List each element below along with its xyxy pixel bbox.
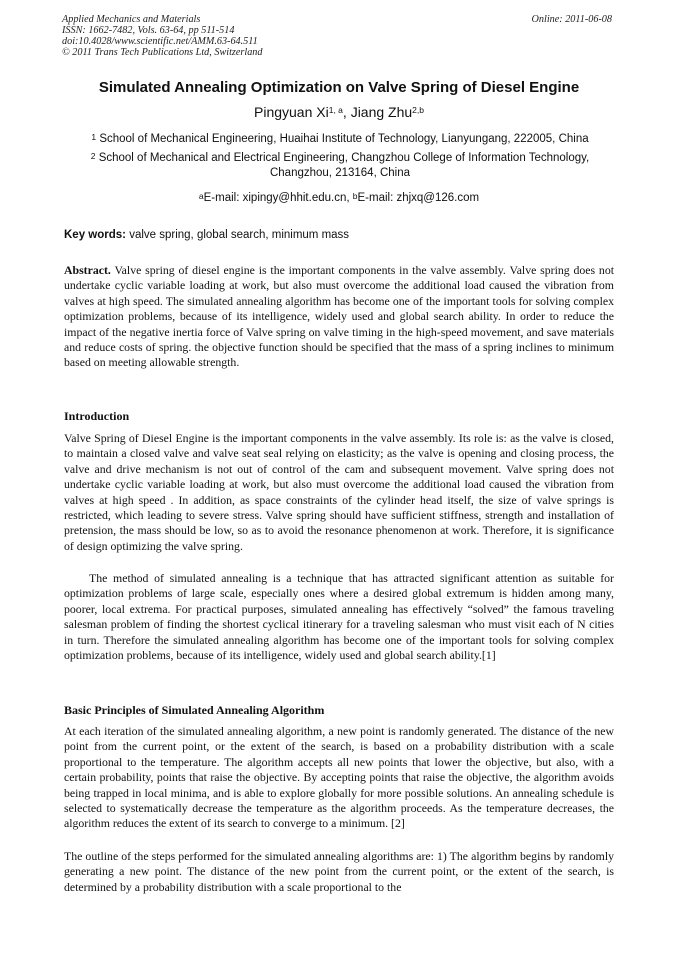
introduction-paragraph-2: The method of simulated annealing is a technique that has attracted significant attention as suitable for optimization problems of large scale, especially ones where a desired global extremum is hidden among many, poorer, local extrema. For practical purposes, simulated annealing has effectively “solved” the famous traveling salesman problem of finding the shortest cyclical itinerary for a traveling salesman who must visit each of N cities in turn. Therefore the simulated annealing algorithm has become one of the important tools for solving complex optimization problems, because of its intelligence, widely used and global search ability.[1] — [64, 571, 614, 663]
affiliation-2-num: 2 — [90, 151, 96, 161]
keywords-text: valve spring, global search, minimum mass — [126, 229, 350, 241]
issn-line: ISSN: 1662-7482, Vols. 63-64, pp 511-514 — [62, 25, 235, 36]
basic-principles-paragraph-2: The outline of the steps performed for the simulated annealing algorithms are: 1) The algorithm begins by randomly generating a new point. The distance of the new point from the current point, or the extent of the search, is determined by a probability distribution with a scale proportional to the — [64, 849, 614, 894]
keywords-label: Key words: — [64, 229, 126, 241]
email-a-sup: a — [198, 191, 204, 201]
affiliation-2-text: School of Mechanical and Electrical Engineering, Changzhou College of Information Technology, Changzhou, 213164, China — [98, 152, 590, 179]
introduction-paragraph-1: Valve Spring of Diesel Engine is the important components in the valve assembly. Its role is: as the valve is closed, to maintain a closed valve and valve seat seal relying on elasticity; as the valve is opening and closing process, the valve and drive mechanism is not out of control of the cam and subsequent movement. Valve spring does not undertake cyclic variable loading at work, but also must overcome the additional load caused the vibration from valves at high speed . In addition, as space constraints of the cylinder head itself, the size of valve springs is restricted, which leading to severe stress. Valve spring should have sufficient stiffness, strength and installation of pretension, the mass should be low, so as to avoid the resonance phenomenon at work. Therefore, it is significance of design optimizing the valve spring. — [64, 431, 614, 553]
copyright-line: © 2011 Trans Tech Publications Ltd, Switzerland — [62, 47, 263, 58]
abstract-label: Abstract. — [64, 263, 111, 277]
journal-name: Applied Mechanics and Materials — [62, 14, 201, 25]
email-b-sup: b — [352, 191, 358, 201]
online-date: Online: 2011-06-08 — [531, 14, 612, 25]
journal-header — [62, 14, 262, 58]
email-line — [0, 191, 678, 205]
author-1: Pingyuan Xi — [254, 104, 329, 120]
affiliation-1-text: School of Mechanical Engineering, Huaihai Institute of Technology, Lianyungang, 222005, China — [99, 133, 589, 145]
paper-title: Simulated Annealing Optimization on Valve Spring of Diesel Engine — [98, 79, 580, 96]
author-2: Jiang Zhu — [350, 104, 413, 120]
affiliation-1-num: 1 — [91, 132, 97, 142]
introduction-heading: Introduction — [64, 409, 130, 423]
author-2-sup: 2,b — [412, 105, 424, 115]
doi-line: doi:10.4028/www.scientific.net/AMM.63-64.511 — [62, 36, 258, 47]
email-a: E-mail: xipingy@hhit.edu.cn — [203, 192, 347, 204]
basic-principles-heading: Basic Principles of Simulated Annealing Algorithm — [64, 703, 325, 717]
basic-principles-paragraph-1: At each iteration of the simulated annealing algorithm, a new point is randomly generated. The distance of the new point from the current point, or the extent of the search, is based on a probability distribution with a scale proportional to the temperature. The algorithm accepts all new points that lower the objective, but also, with a certain probability, points that raise the objective. By accepting points that raise the objective, the algorithm avoids being trapped in local minima, and is able to explore globally for more possible solutions. An annealing schedule is selected to systematically decrease the temperature as the algorithm proceeds. As the temperature decreases, the algorithm reduces the extent of its search to converge to a minimum. [2] — [64, 724, 614, 831]
author-line — [0, 103, 678, 121]
author-separator: , — [342, 104, 351, 120]
author-1-sup: 1, a — [328, 105, 343, 115]
email-separator: , — [346, 192, 353, 204]
abstract-text: Valve spring of diesel engine is the important components in the valve assembly. Valve spring does not undertake cyclic variable loading at work, but also must overcome the additional load caused the vibration from valves at high speed. The simulated annealing algorithm has become one of the important tools for solving complex optimization problems, because of its intelligence, widely used and global search ability. In order to reduce the impact of the negative inertia force of Valve spring on valve timing in the high-speed movement, and save materials and reduce costs of spring. the objective function should be specified that the mass of a spring inclines to minimum based on meeting allowable strength. — [64, 263, 614, 370]
affiliation-2 — [64, 151, 616, 180]
email-b: E-mail: zhjxq@126.com — [357, 192, 480, 204]
affiliation-1 — [64, 132, 616, 147]
abstract — [64, 263, 614, 371]
keywords — [64, 228, 349, 242]
